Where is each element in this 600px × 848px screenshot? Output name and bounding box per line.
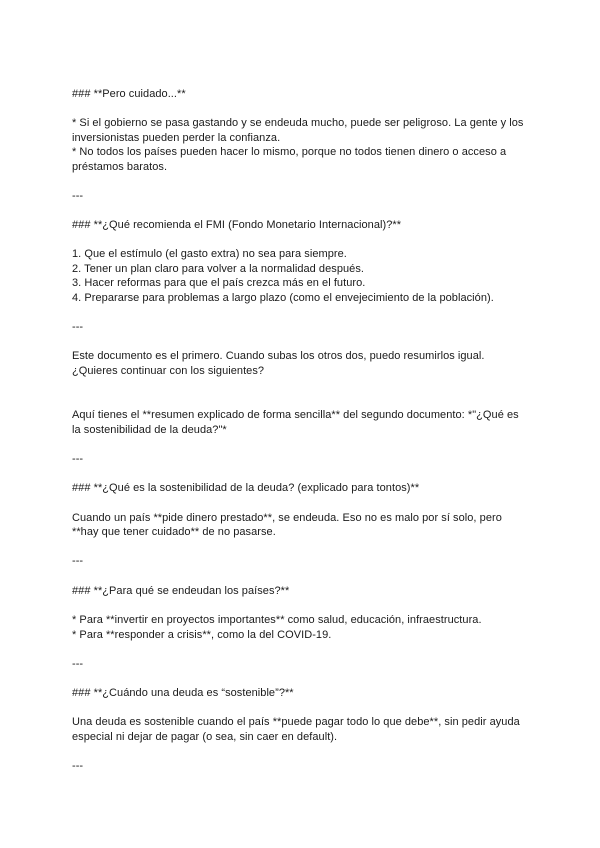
separator: --- <box>72 321 84 333</box>
bullet-line: * Para **invertir en proyectos importantes** como salud, educación, infraestructura. <box>72 614 482 626</box>
paragraph-line: **hay que tener cuidado** de no pasarse. <box>72 526 276 538</box>
heading-sostenibilidad: ### **¿Qué es la sostenibilidad de la deuda? (explicado para tontos)** <box>72 482 420 494</box>
separator: --- <box>72 658 84 670</box>
separator: --- <box>72 555 84 567</box>
separator: --- <box>72 453 84 465</box>
bullet-line: * Si el gobierno se pasa gastando y se endeuda mucho, puede ser peligroso. La gente y los <box>72 117 524 129</box>
paragraph-line: Aquí tienes el **resumen explicado de forma sencilla** del segundo documento: *"¿Qué es <box>72 409 519 421</box>
heading-pero-cuidado: ### **Pero cuidado...** <box>72 88 186 100</box>
paragraph-line: Este documento es el primero. Cuando subas los otros dos, puedo resumirlos igual. <box>72 350 485 362</box>
separator: --- <box>72 190 84 202</box>
heading-fmi: ### **¿Qué recomienda el FMI (Fondo Monetario Internacional)?** <box>72 219 402 231</box>
paragraph-line: Una deuda es sostenible cuando el país **puede pagar todo lo que debe**, sin pedir ayuda <box>72 716 520 728</box>
list-item: 1. Que el estímulo (el gasto extra) no sea para siempre. <box>72 248 347 260</box>
paragraph-line: la sostenibilidad de la deuda?"* <box>72 424 227 436</box>
list-item: 4. Prepararse para problemas a largo plazo (como el envejecimiento de la población). <box>72 292 494 304</box>
list-item: 2. Tener un plan claro para volver a la normalidad después. <box>72 263 364 275</box>
heading-cuando-sostenible: ### **¿Cuándo una deuda es “sostenible”?** <box>72 687 294 699</box>
separator: --- <box>72 760 84 772</box>
paragraph-line: especial ni dejar de pagar (o sea, sin caer en default). <box>72 731 338 743</box>
paragraph-line: ¿Quieres continuar con los siguientes? <box>72 365 265 377</box>
bullet-line: * Para **responder a crisis**, como la del COVID-19. <box>72 629 332 641</box>
heading-para-que: ### **¿Para qué se endeudan los países?** <box>72 585 290 597</box>
bullet-line: préstamos baratos. <box>72 161 168 173</box>
list-item: 3. Hacer reformas para que el país crezca más en el futuro. <box>72 277 366 289</box>
paragraph-line: Cuando un país **pide dinero prestado**, se endeuda. Eso no es malo por sí solo, pero <box>72 512 502 524</box>
bullet-line: * No todos los países pueden hacer lo mismo, porque no todos tienen dinero o acceso a <box>72 146 507 158</box>
bullet-line: inversionistas pueden perder la confianza. <box>72 132 281 144</box>
